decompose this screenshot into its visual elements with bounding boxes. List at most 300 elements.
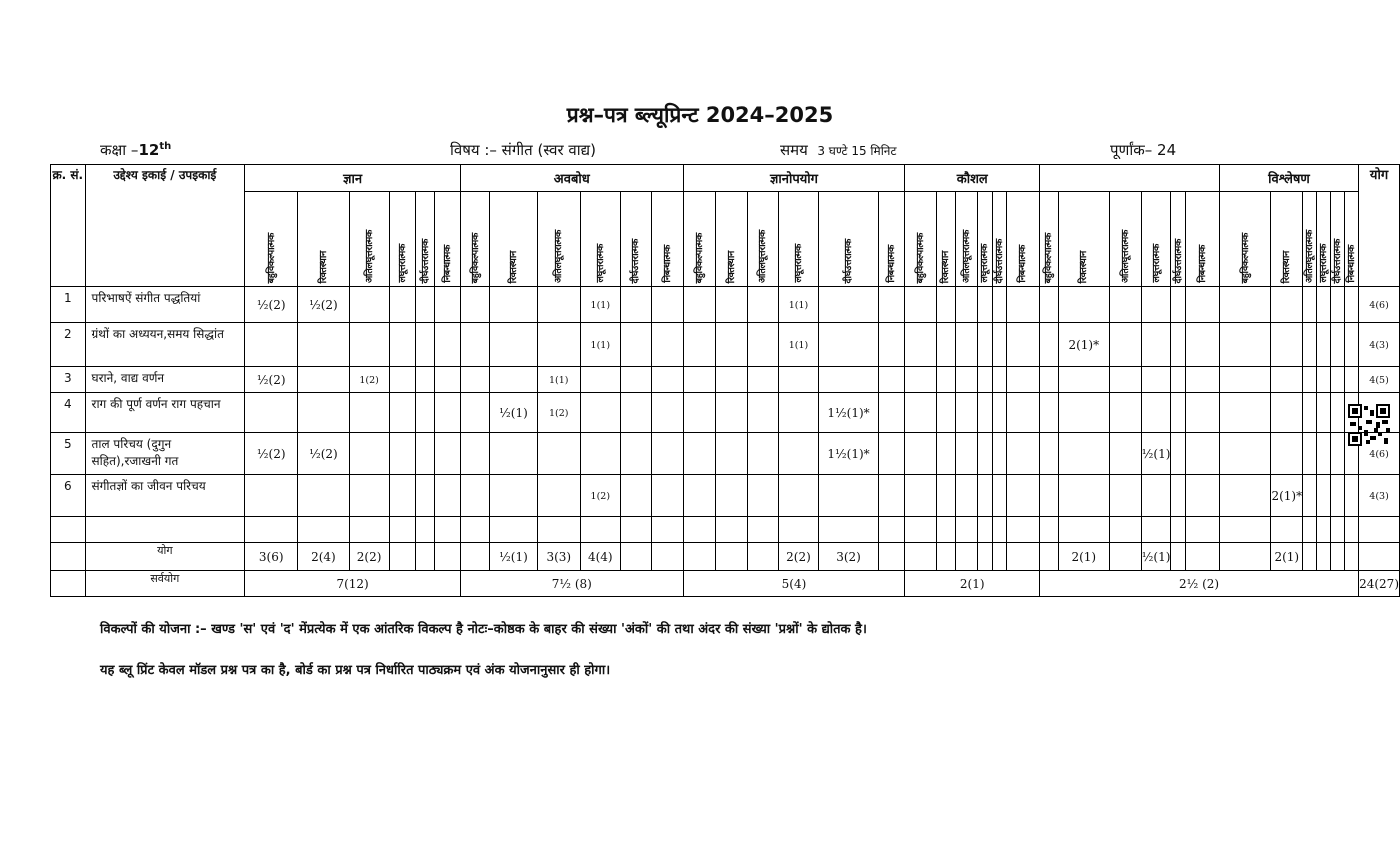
unit-header	[85, 165, 245, 287]
cell-value: 2(1)*	[1271, 488, 1303, 503]
data-cell	[819, 475, 879, 517]
cell-value: ग्रंथों का अध्ययन,समय सिद्धांत	[91, 327, 224, 341]
data-cell	[778, 475, 818, 517]
empty-cell	[1186, 517, 1220, 543]
data-cell	[461, 287, 490, 323]
data-cell	[1317, 287, 1331, 323]
row-topic	[85, 433, 245, 475]
data-cell	[683, 287, 716, 323]
cell-value: 6	[63, 479, 72, 493]
data-cell	[1110, 287, 1142, 323]
question-type-header	[349, 192, 389, 287]
data-cell	[748, 323, 779, 367]
data-cell	[651, 367, 683, 393]
grand-total-cell	[905, 571, 1040, 597]
data-cell	[537, 367, 580, 393]
data-cell	[1186, 323, 1220, 367]
data-cell	[298, 323, 349, 367]
empty-cell	[1317, 517, 1331, 543]
total-cell	[1110, 543, 1142, 571]
empty-cell	[1359, 543, 1400, 571]
data-cell	[683, 367, 716, 393]
empty-row	[51, 517, 1400, 543]
data-cell	[245, 287, 298, 323]
empty-cell	[1058, 517, 1110, 543]
question-type-header	[1271, 192, 1303, 287]
data-cell	[298, 287, 349, 323]
empty-cell	[878, 517, 904, 543]
empty-cell	[905, 517, 937, 543]
empty-cell	[1141, 517, 1171, 543]
class-label: कक्षा –	[100, 141, 139, 159]
question-type-header	[748, 192, 779, 287]
data-cell	[955, 393, 977, 433]
question-type-header	[416, 192, 435, 287]
question-type-header	[716, 192, 748, 287]
data-cell	[1345, 475, 1359, 517]
data-cell	[1058, 367, 1110, 393]
cell-value: ½(2)	[309, 446, 338, 461]
data-cell	[435, 323, 461, 367]
data-cell	[1317, 393, 1331, 433]
data-cell	[580, 287, 620, 323]
question-type-header	[1058, 192, 1110, 287]
question-type-header	[537, 192, 580, 287]
total-cell	[1303, 543, 1317, 571]
data-cell	[1271, 393, 1303, 433]
grand-total-cell	[683, 571, 905, 597]
question-type-label: रिक्तस्थान	[1281, 250, 1293, 283]
data-cell	[1141, 393, 1171, 433]
data-cell	[955, 367, 977, 393]
question-type-label: लघूत्तरात्मक	[792, 244, 804, 283]
domain-header	[1040, 165, 1220, 192]
data-cell	[435, 367, 461, 393]
data-cell	[389, 367, 415, 393]
total-cell	[977, 543, 992, 571]
data-cell	[1141, 287, 1171, 323]
question-type-label: रिक्तस्थान	[317, 250, 329, 283]
cell-value: 4(3)	[1369, 491, 1389, 502]
data-cell	[298, 367, 349, 393]
data-cell	[461, 433, 490, 475]
question-type-label: अतिलघूत्तरात्मक	[363, 229, 375, 283]
total-cell	[992, 543, 1006, 571]
data-cell	[905, 287, 937, 323]
empty-cell	[435, 517, 461, 543]
class-info	[100, 140, 171, 160]
cell-value: परिभाषऐं संगीत पद्धतियां	[91, 291, 201, 305]
question-type-header	[819, 192, 879, 287]
cell-value: 2	[63, 327, 72, 341]
data-cell	[905, 433, 937, 475]
data-cell	[1006, 393, 1040, 433]
question-type-label: लघूत्तरात्मक	[396, 244, 408, 283]
question-type-label: निबन्धात्मक	[1017, 245, 1029, 283]
empty-cell	[1345, 517, 1359, 543]
data-cell	[1040, 287, 1058, 323]
data-cell	[416, 287, 435, 323]
question-type-header	[1040, 192, 1058, 287]
total-cell	[245, 543, 298, 571]
question-type-header	[937, 192, 955, 287]
data-cell	[1171, 475, 1186, 517]
empty-cell	[85, 517, 245, 543]
cell-value: ज्ञान	[343, 172, 363, 187]
data-cell	[1271, 367, 1303, 393]
data-cell	[992, 367, 1006, 393]
data-cell	[1110, 475, 1142, 517]
data-cell	[1219, 323, 1271, 367]
time-label: समय	[780, 141, 808, 159]
data-cell	[955, 323, 977, 367]
cell-value: 2(1)	[1274, 549, 1300, 564]
question-type-header	[683, 192, 716, 287]
empty-cell	[1171, 517, 1186, 543]
data-cell	[620, 287, 651, 323]
data-cell	[1219, 393, 1271, 433]
question-type-label: लघूत्तरात्मक	[1150, 244, 1162, 283]
question-type-label: दीर्घउत्तरात्मक	[1332, 238, 1344, 283]
data-cell	[1006, 433, 1040, 475]
data-cell	[992, 287, 1006, 323]
question-type-header	[620, 192, 651, 287]
empty-cell	[937, 517, 955, 543]
table-row	[51, 393, 1400, 433]
question-type-header	[1317, 192, 1331, 287]
data-cell	[416, 433, 435, 475]
data-cell	[748, 393, 779, 433]
data-cell	[937, 323, 955, 367]
data-cell	[955, 475, 977, 517]
data-cell	[298, 393, 349, 433]
data-cell	[1040, 323, 1058, 367]
data-cell	[651, 323, 683, 367]
total-cell	[1317, 543, 1331, 571]
question-type-label: बहुविकल्पात्मक	[469, 232, 481, 283]
question-type-label: बहुविकल्पात्मक	[265, 232, 277, 283]
question-type-label: अतिलघूत्तरात्मक	[757, 229, 769, 283]
cell-value: योग	[1369, 168, 1389, 183]
data-cell	[620, 433, 651, 475]
data-cell	[1040, 433, 1058, 475]
data-cell	[1303, 433, 1317, 475]
total-cell	[1186, 543, 1220, 571]
data-cell	[778, 367, 818, 393]
row-number	[51, 367, 86, 393]
question-type-header	[1141, 192, 1171, 287]
cell-value: 3	[63, 371, 72, 385]
data-cell	[1006, 323, 1040, 367]
data-cell	[1219, 433, 1271, 475]
data-cell	[349, 367, 389, 393]
question-type-label: दीर्घउत्तरात्मक	[630, 238, 642, 283]
data-cell	[1331, 393, 1345, 433]
data-cell	[245, 367, 298, 393]
row-number	[51, 323, 86, 367]
data-cell	[819, 367, 879, 393]
question-type-header	[977, 192, 992, 287]
total-cell	[389, 543, 415, 571]
data-cell	[651, 433, 683, 475]
cell-value: उद्देश्य इकाई / उपइकाई	[113, 168, 217, 182]
data-cell	[435, 433, 461, 475]
data-cell	[349, 433, 389, 475]
data-cell	[937, 475, 955, 517]
total-cell	[1345, 543, 1359, 571]
data-cell	[778, 323, 818, 367]
empty-cell	[1271, 517, 1303, 543]
data-cell	[1345, 323, 1359, 367]
time-value: 3 घण्टे 15 मिनिट	[817, 144, 897, 158]
question-type-header	[389, 192, 415, 287]
data-cell	[298, 433, 349, 475]
row-topic	[85, 287, 245, 323]
cell-value: 2(1)*	[1068, 337, 1100, 352]
cell-value: 7½ (8)	[551, 576, 592, 591]
table-row	[51, 323, 1400, 367]
data-cell	[977, 475, 992, 517]
data-cell	[1110, 323, 1142, 367]
total-cell	[490, 543, 538, 571]
question-type-label: दीर्घउत्तरात्मक	[993, 238, 1005, 283]
data-cell	[416, 323, 435, 367]
empty-cell	[716, 517, 748, 543]
data-cell	[1331, 433, 1345, 475]
qr-code-icon	[1348, 404, 1390, 446]
table-row	[51, 367, 1400, 393]
question-type-header	[1110, 192, 1142, 287]
cell-value: 4(6)	[1369, 449, 1389, 460]
empty-cell	[349, 517, 389, 543]
data-cell	[716, 393, 748, 433]
empty-cell	[580, 517, 620, 543]
question-type-label: रिक्तस्थान	[507, 250, 519, 283]
question-type-header	[1303, 192, 1317, 287]
row-total	[1359, 323, 1400, 367]
page-title: प्रश्न–पत्र ब्ल्यूप्रिन्ट 2024–2025	[566, 103, 834, 127]
cell-value: विश्लेषण	[1268, 172, 1310, 187]
empty-cell	[298, 517, 349, 543]
data-cell	[748, 287, 779, 323]
data-cell	[1317, 367, 1331, 393]
question-type-header	[435, 192, 461, 287]
cell-value: 1(2)	[359, 375, 379, 386]
data-cell	[1345, 367, 1359, 393]
question-type-label: बहुविकल्पात्मक	[1239, 232, 1251, 283]
empty-cell	[389, 517, 415, 543]
data-cell	[977, 393, 992, 433]
data-cell	[1186, 433, 1220, 475]
data-cell	[580, 475, 620, 517]
empty-cell	[1110, 517, 1142, 543]
empty-cell	[977, 517, 992, 543]
data-cell	[490, 475, 538, 517]
cell-value: 7(12)	[336, 576, 369, 591]
data-cell	[245, 433, 298, 475]
total-cell	[1058, 543, 1110, 571]
data-cell	[878, 475, 904, 517]
question-type-label: अतिलघूत्तरात्मक	[1119, 229, 1131, 283]
data-cell	[461, 323, 490, 367]
data-cell	[435, 287, 461, 323]
data-cell	[937, 287, 955, 323]
data-cell	[1171, 393, 1186, 433]
data-cell	[1317, 475, 1331, 517]
total-header	[1359, 165, 1400, 287]
data-cell	[1303, 323, 1317, 367]
data-cell	[580, 323, 620, 367]
data-cell	[490, 367, 538, 393]
question-type-header	[878, 192, 904, 287]
data-cell	[878, 393, 904, 433]
data-cell	[1345, 287, 1359, 323]
data-cell	[1006, 475, 1040, 517]
question-type-row	[51, 192, 1400, 287]
empty-cell	[778, 517, 818, 543]
data-cell	[683, 393, 716, 433]
data-cell	[537, 475, 580, 517]
empty-cell	[537, 517, 580, 543]
cell-value: क्र. सं.	[52, 168, 84, 182]
data-cell	[955, 433, 977, 475]
cell-value: 2(1)	[1071, 549, 1097, 564]
question-type-header	[490, 192, 538, 287]
total-cell	[1040, 543, 1058, 571]
row-topic	[85, 323, 245, 367]
question-type-label: दीर्घउत्तरात्मक	[419, 238, 431, 283]
question-type-header	[651, 192, 683, 287]
data-cell	[389, 393, 415, 433]
question-type-header	[778, 192, 818, 287]
data-cell	[992, 393, 1006, 433]
row-number	[51, 433, 86, 475]
empty-cell	[1040, 517, 1058, 543]
cell-value: 1(1)	[549, 375, 569, 386]
total-row-label	[85, 543, 245, 571]
total-cell	[1219, 543, 1271, 571]
cell-value: 2(4)	[311, 549, 336, 564]
data-cell	[778, 287, 818, 323]
cell-value: ½(2)	[256, 297, 286, 312]
question-type-label: रिक्तस्थान	[1078, 250, 1090, 283]
question-type-label: बहुविकल्पात्मक	[915, 232, 927, 283]
data-cell	[580, 433, 620, 475]
options-note: विकल्पों की योजना :– खण्ड 'स' एवं 'द' मेंप्रत्येक में एक आंतरिक विकल्प है नोटः–कोष्ठक के बाहर की संख्या 'अंकों' की तथा अंदर की संख्या 'प्रश्नों' के द्योतक है।	[100, 622, 867, 637]
data-cell	[490, 433, 538, 475]
cell-value: 1(2)	[590, 491, 611, 502]
data-cell	[1303, 367, 1317, 393]
data-cell	[683, 475, 716, 517]
data-cell	[878, 323, 904, 367]
data-cell	[1317, 433, 1331, 475]
total-cell	[778, 543, 818, 571]
data-cell	[651, 393, 683, 433]
data-cell	[537, 323, 580, 367]
disclaimer-note: यह ब्लू प्रिंट केवल मॉडल प्रश्न पत्र का है, बोर्ड का प्रश्न पत्र निर्धारित पाठ्यक्रम एवं अंक योजनानुसार ही होगा।	[100, 663, 611, 678]
data-cell	[461, 367, 490, 393]
data-cell	[905, 367, 937, 393]
question-type-label: लघूत्तरात्मक	[1318, 244, 1330, 283]
data-cell	[461, 475, 490, 517]
data-cell	[1271, 287, 1303, 323]
data-cell	[620, 323, 651, 367]
data-cell	[298, 475, 349, 517]
data-cell	[1040, 475, 1058, 517]
data-cell	[716, 475, 748, 517]
data-cell	[1303, 393, 1317, 433]
empty-cell	[245, 517, 298, 543]
data-cell	[245, 475, 298, 517]
question-type-header	[245, 192, 298, 287]
data-cell	[905, 393, 937, 433]
data-cell	[580, 367, 620, 393]
data-cell	[1110, 433, 1142, 475]
total-cell	[819, 543, 879, 571]
empty-cell	[1359, 517, 1400, 543]
data-cell	[461, 393, 490, 433]
question-type-header	[905, 192, 937, 287]
total-cell	[1006, 543, 1040, 571]
cell-value: सर्वयोग	[150, 572, 180, 585]
question-type-label: बहुविकल्पात्मक	[1043, 232, 1055, 283]
total-cell	[937, 543, 955, 571]
data-cell	[1271, 323, 1303, 367]
data-cell	[716, 433, 748, 475]
data-cell	[1110, 393, 1142, 433]
empty-cell	[1219, 517, 1271, 543]
empty-cell	[955, 517, 977, 543]
data-cell	[490, 393, 538, 433]
question-type-header	[298, 192, 349, 287]
data-cell	[1171, 323, 1186, 367]
sn-header	[51, 165, 86, 287]
empty-cell	[1331, 517, 1345, 543]
data-cell	[1186, 367, 1220, 393]
data-cell	[1141, 323, 1171, 367]
data-cell	[992, 475, 1006, 517]
row-total	[1359, 475, 1400, 517]
cell-value: ½(2)	[256, 372, 286, 387]
cell-value: 1	[63, 291, 72, 305]
total-cell	[716, 543, 748, 571]
domain-header	[461, 165, 684, 192]
question-type-header	[992, 192, 1006, 287]
subject-info: विषय :– संगीत (स्वर वाद्य)	[450, 141, 596, 159]
cell-value: 4	[63, 397, 72, 411]
cell-value: ½(1)	[1141, 446, 1171, 461]
domain-header	[245, 165, 461, 192]
question-type-label: लघूत्तरात्मक	[594, 244, 606, 283]
marks-info: पूर्णांक– 24	[1110, 141, 1177, 159]
empty-cell	[51, 543, 86, 571]
data-cell	[245, 323, 298, 367]
data-cell	[878, 287, 904, 323]
data-cell	[1141, 367, 1171, 393]
table-row	[51, 433, 1400, 475]
data-cell	[716, 287, 748, 323]
data-cell	[620, 475, 651, 517]
question-type-header	[1331, 192, 1345, 287]
data-cell	[349, 393, 389, 433]
data-cell	[1271, 475, 1303, 517]
data-cell	[416, 393, 435, 433]
cell-value: 4(5)	[1369, 375, 1389, 386]
data-cell	[937, 367, 955, 393]
cell-value: 4(3)	[1369, 340, 1389, 351]
data-cell	[1006, 367, 1040, 393]
data-cell	[683, 323, 716, 367]
